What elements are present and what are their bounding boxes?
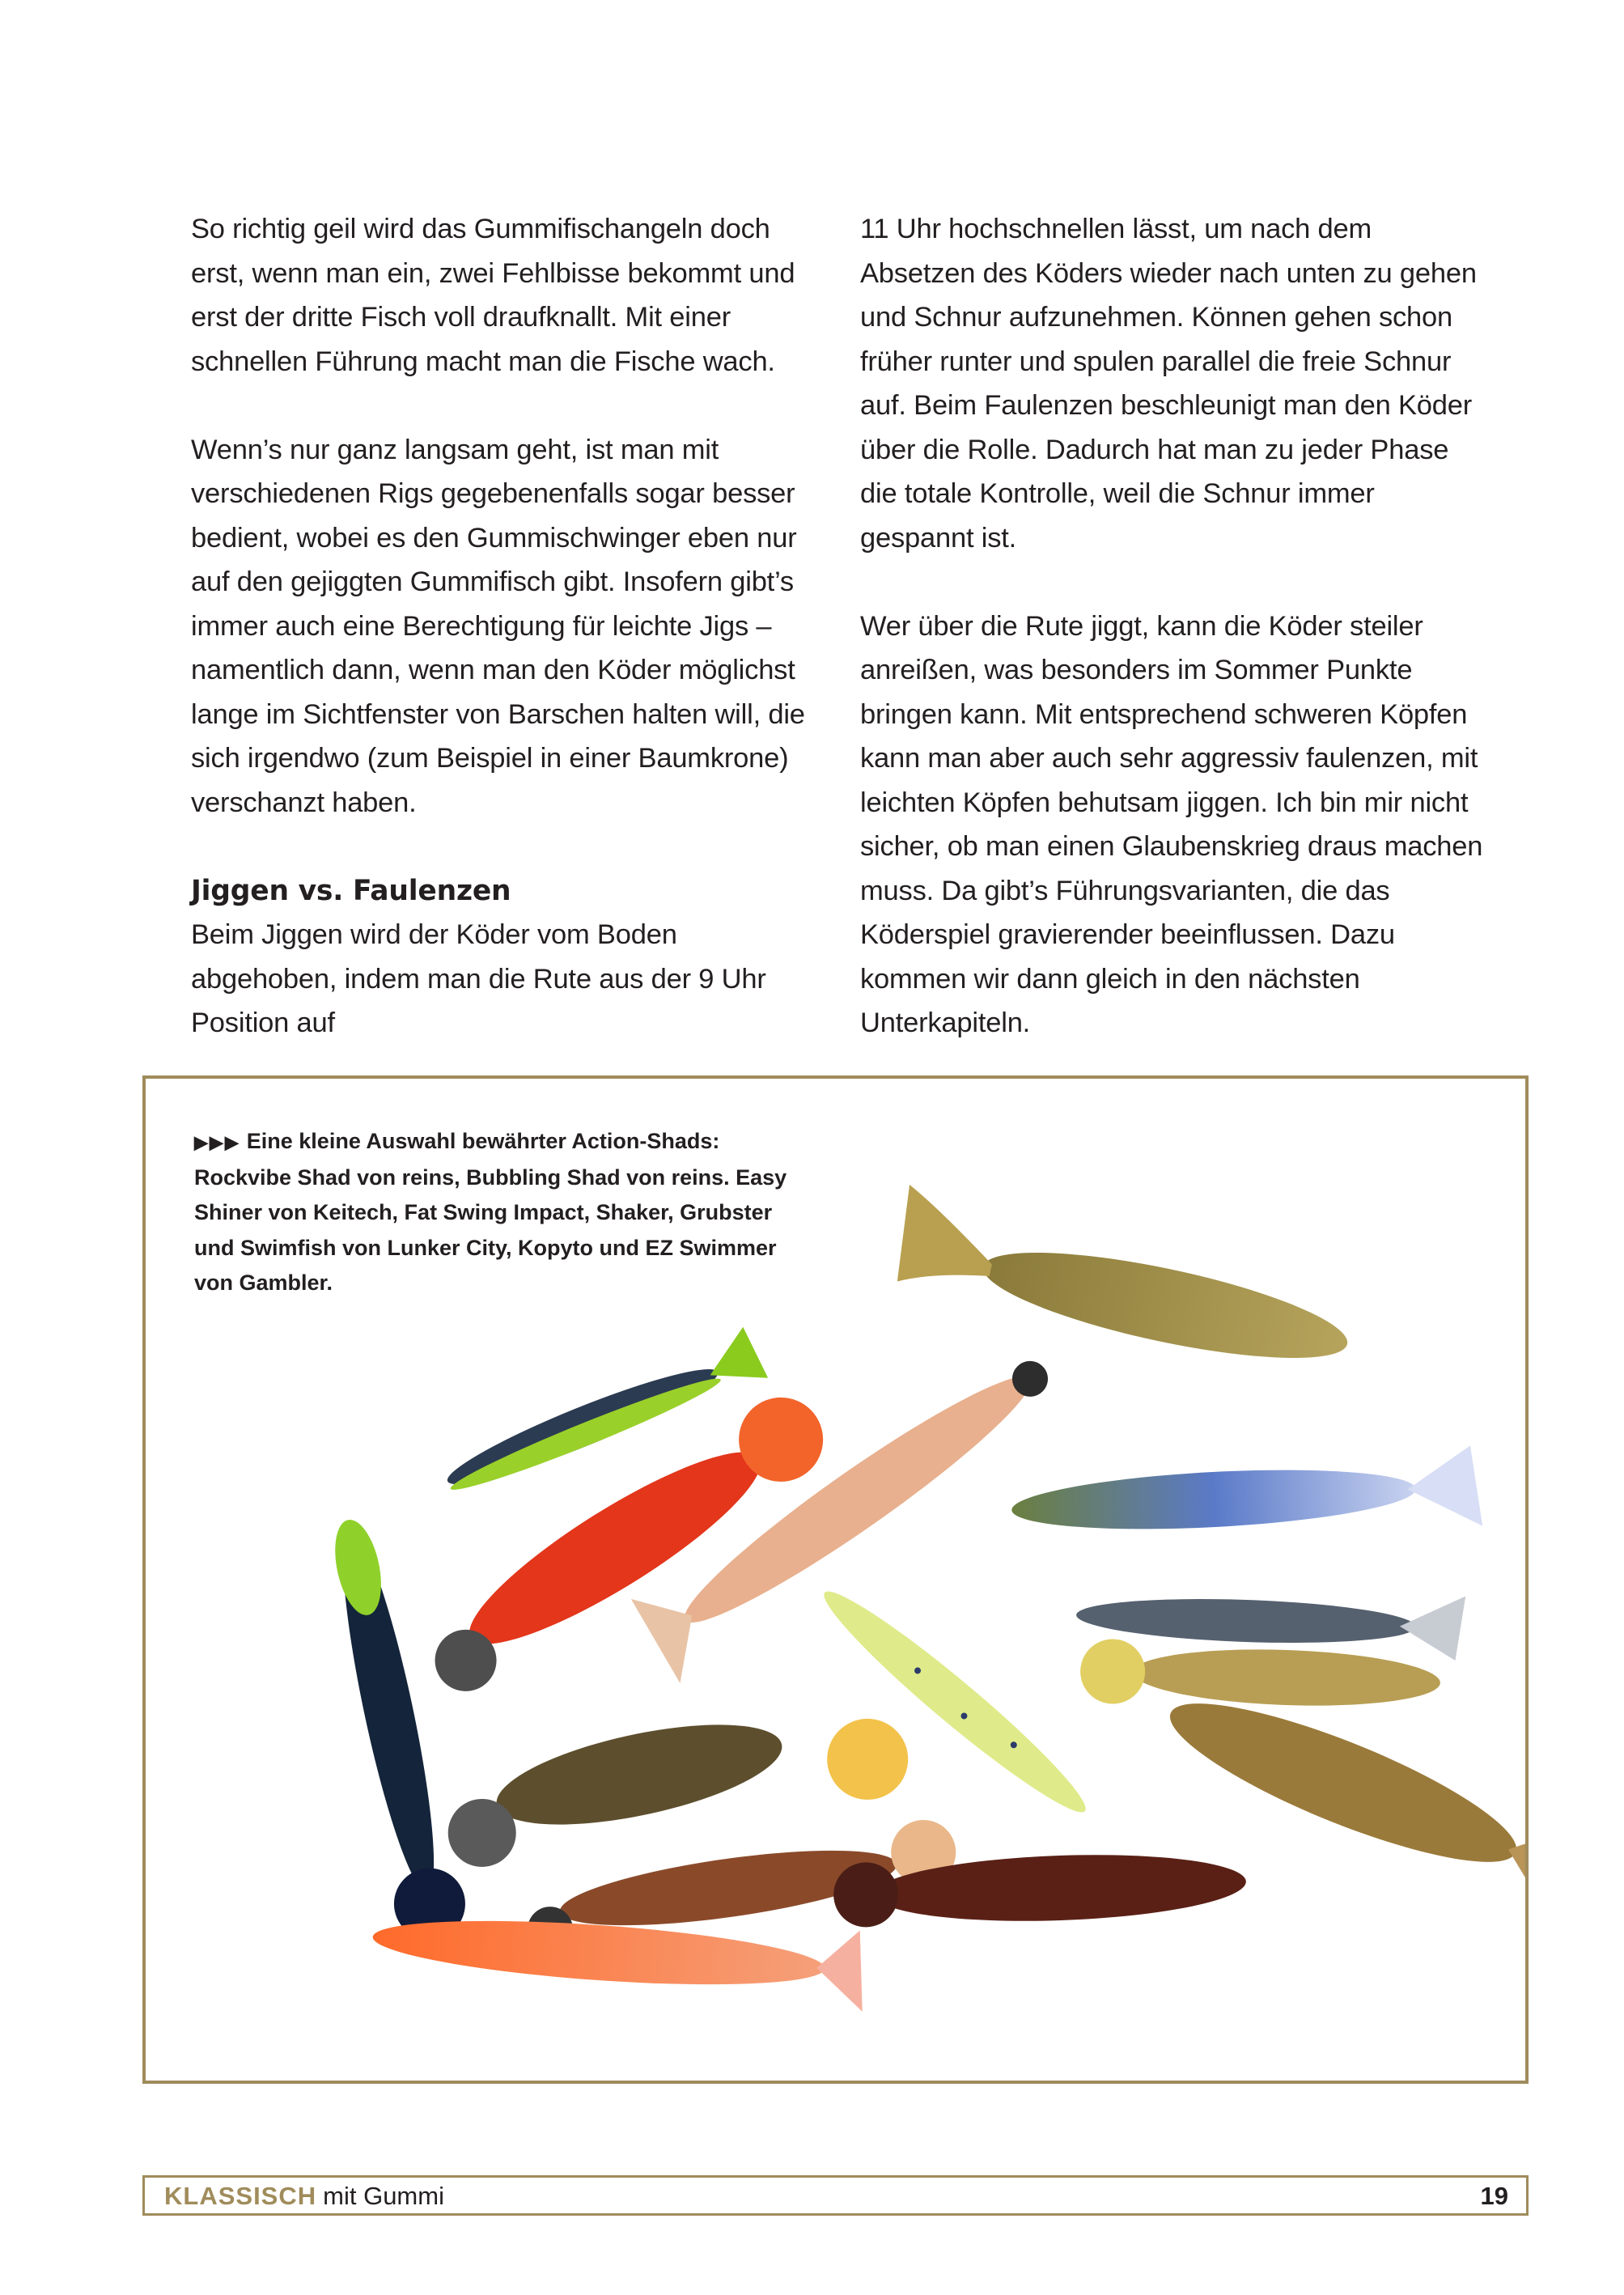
right-text-column — [860, 207, 1491, 1046]
caption-text: Eine kleine Auswahl bewährter Action-Shads: Rockvibe Shad von reins, Bubbling Shad von reins. Easy Shiner von Keitech, Fat Swing Impact, Shaker, Grubster und Swimfish von Lunker City, Kopyto und EZ Swimmer von Gambler. — [194, 1129, 787, 1295]
left-text-column — [191, 207, 822, 1046]
caption-arrows: ▶▶▶ — [194, 1132, 240, 1152]
lure-dark-shad — [313, 1512, 472, 1946]
lure-olive-shad — [888, 1185, 1361, 1380]
paragraph: 11 Uhr hochschnellen lässt, um nach dem Absetzen des Köders wieder nach unten zu gehen und Schnur aufzunehmen. Können gehen schon früher runter und spulen parallel die freie Schnur auf. Beim Faulenzen beschleunigt man den Köder über die Rolle. Dadurch hat man zu jeder Phase die totale Kontrolle, weil die Schnur immer gespannt ist. — [860, 214, 1477, 554]
lure-olive-swimbait — [1079, 1638, 1442, 1715]
page-footer — [142, 2175, 1529, 2216]
photo-caption — [194, 1124, 809, 1301]
footer-section-rest: mit Gummi — [323, 2182, 444, 2210]
section-heading: Jiggen vs. Faulenzen — [191, 874, 511, 907]
footer-section-strong: KLASSISCH — [164, 2182, 317, 2210]
paragraph: So richtig geil wird das Gummifischangeln doch erst, wenn man ein, zwei Fehlbisse bekommt und erst der dritte Fisch voll draufknallt. Mit einer schnellen Führung macht man die Fische wach. — [191, 214, 795, 377]
paragraph: Wer über die Rute jiggt, kann die Köder steiler anreißen, was besonders im Sommer Punkte bringen kann. Mit entsprechend schweren Köpfen kann man aber auch sehr aggressiv faulenzen, mit leichten Köpfen behutsam jiggen. Ich bin mir nicht sicher, ob man einen Glaubenskrieg draus machen muss. Da gibt’s Führungsvarianten, die das Köderspiel gravierender beeinflussen. Dazu kommen wir dann gleich in den nächsten Unterkapiteln. — [860, 610, 1483, 1038]
page-number: 19 — [1480, 2182, 1508, 2210]
photo-box — [142, 1075, 1529, 2084]
lure-blue-shad — [1010, 1445, 1482, 1551]
paragraph: Wenn’s nur ganz langsam geht, ist man mit verschiedenen Rigs gegebenenfalls sogar besser bedient, wobei es den Gummischwinger eben nur auf den gejiggten Gummifisch gibt. Insofern gibt’s immer auch eine Berechtigung für leichte Jigs – namentlich dann, wenn man den Köder möglichst lange im Sichtfenster von Barschen halten will, die sich irgendwo (zum Beispiel in einer Baumkrone) verschanzt haben. — [191, 434, 805, 818]
footer-section-title — [164, 2181, 444, 2212]
paragraph: Beim Jiggen wird der Köder vom Boden abgehoben, indem man die Rute aus der 9 Uhr Position auf — [191, 919, 766, 1038]
